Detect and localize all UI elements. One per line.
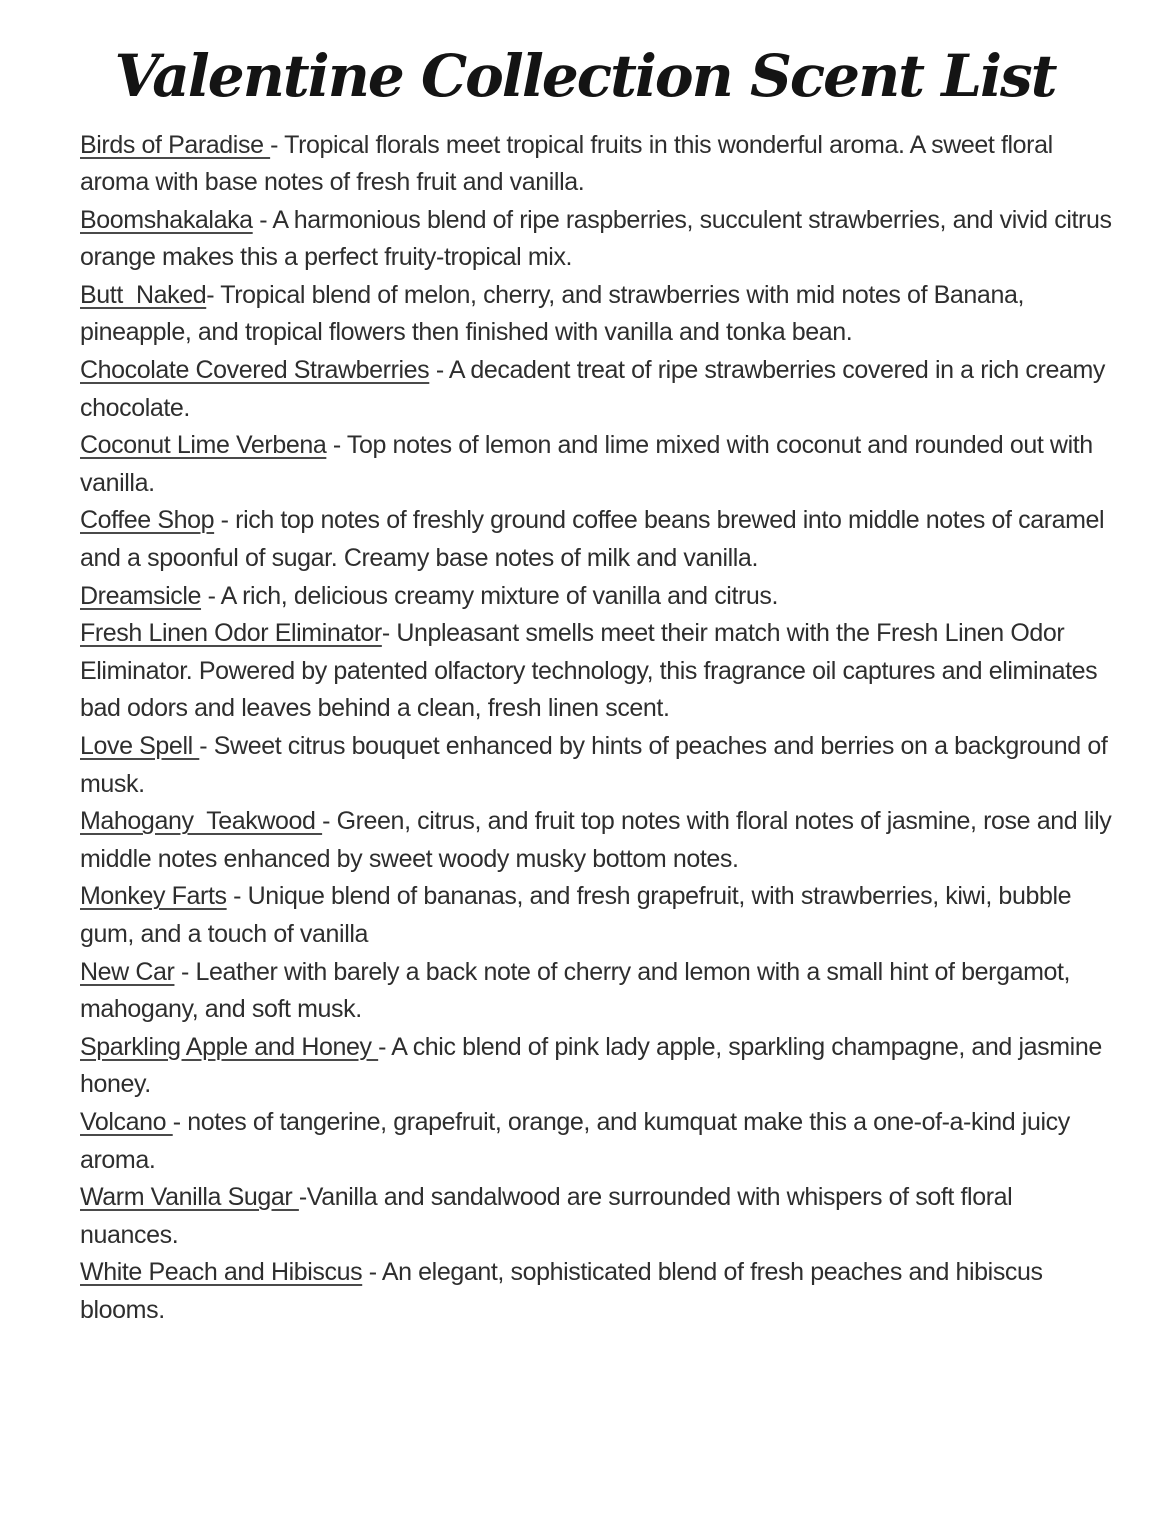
scent-list: [80, 127, 1119, 1330]
scent-entry: [80, 1029, 1112, 1104]
scent-name: Birds of Paradise: [80, 130, 271, 159]
scent-entry: [80, 615, 1112, 728]
scent-description: -Vanilla and sandalwood are surrounded with whispers of soft floral nuances.: [80, 1183, 1019, 1249]
scent-name: Warm Vanilla Sugar: [80, 1183, 299, 1212]
scent-description: - Unpleasant smells meet their match with the Fresh Linen Odor Eliminator. Powered by patented olfactory technology, this fragrance oil captures and eliminates bad odors and leaves behind a clean, fresh linen scent.: [80, 619, 1104, 723]
scent-description: - A harmonious blend of ripe raspberries, succulent strawberries, and vivid citrus orange makes this a perfect fruity-tropical mix.: [80, 205, 1119, 272]
scent-entry: [80, 1104, 1112, 1179]
scent-name: Chocolate Covered Strawberries: [80, 356, 430, 385]
scent-name: Volcano: [80, 1107, 173, 1136]
scent-entry: [80, 1179, 1112, 1254]
scent-name: Monkey Farts: [80, 882, 227, 911]
scent-name: Dreamsicle: [80, 581, 202, 610]
scent-name: Fresh Linen Odor Eliminator: [80, 619, 382, 648]
scent-entry: [80, 954, 1112, 1029]
scent-entry: [80, 502, 1112, 577]
scent-description: - rich top notes of freshly ground coffee beans brewed into middle notes of caramel and a spoonful of sugar. Creamy base notes of milk and vanilla.: [80, 506, 1111, 573]
scent-entry: [80, 127, 1112, 202]
scent-name: Boomshakalaka: [80, 205, 253, 234]
scent-name: Coffee Shop: [80, 506, 215, 535]
scent-entry: [80, 1254, 1112, 1329]
scent-name: New Car: [80, 957, 175, 986]
scent-entry: [80, 352, 1112, 427]
scent-description: - Unique blend of bananas, and fresh grapefruit, with strawberries, kiwi, bubble gum, and a touch of vanilla: [80, 882, 1078, 948]
scent-entry: [80, 277, 1112, 352]
scent-name: White Peach and Hibiscus: [80, 1258, 363, 1287]
scent-entry: [80, 878, 1112, 953]
scent-description: - Sweet citrus bouquet enhanced by hints of peaches and berries on a background of musk.: [80, 732, 1114, 798]
scent-description: - A rich, delicious creamy mixture of vanilla and citrus.: [201, 581, 779, 610]
scent-name: Love Spell: [80, 732, 200, 760]
scent-entry: [80, 202, 1119, 277]
scent-description: - An elegant, sophisticated blend of fresh peaches and hibiscus blooms.: [80, 1258, 1050, 1324]
scent-description: - notes of tangerine, grapefruit, orange, and kumquat make this a one-of-a-kind juicy aroma.: [80, 1107, 1077, 1174]
scent-entry: [80, 427, 1112, 502]
scent-name: Mahogany Teakwood: [80, 807, 323, 836]
scent-description: - Tropical blend of melon, cherry, and strawberries with mid notes of Banana, pineapple, and tropical flowers then finished with vanilla and tonka bean.: [80, 280, 1031, 347]
scent-name: Butt Naked: [80, 280, 207, 309]
scent-description: - A decadent treat of ripe strawberries covered in a rich creamy chocolate.: [80, 356, 1112, 422]
scent-entry: [80, 728, 1112, 803]
scent-description: - Tropical florals meet tropical fruits in this wonderful aroma. A sweet floral aroma with base notes of fresh fruit and vanilla.: [80, 130, 1060, 197]
scent-entry: [80, 803, 1118, 878]
scent-entry: [80, 578, 1112, 616]
scent-description: - Leather with barely a back note of cherry and lemon with a small hint of bergamot, mahogany, and soft musk.: [80, 957, 1077, 1024]
scent-name: Sparkling Apple and Honey: [80, 1032, 379, 1061]
page-title: Valentine Collection Scent List: [114, 42, 1056, 110]
scent-name: Coconut Lime Verbena: [80, 431, 327, 460]
scent-description: - Top notes of lemon and lime mixed with coconut and rounded out with vanilla.: [80, 431, 1100, 497]
scent-description: - Green, citrus, and fruit top notes with floral notes of jasmine, rose and lily middle notes enhanced by sweet woody musky bottom notes.: [80, 807, 1118, 873]
scent-description: - A chic blend of pink lady apple, sparkling champagne, and jasmine honey.: [80, 1032, 1109, 1099]
